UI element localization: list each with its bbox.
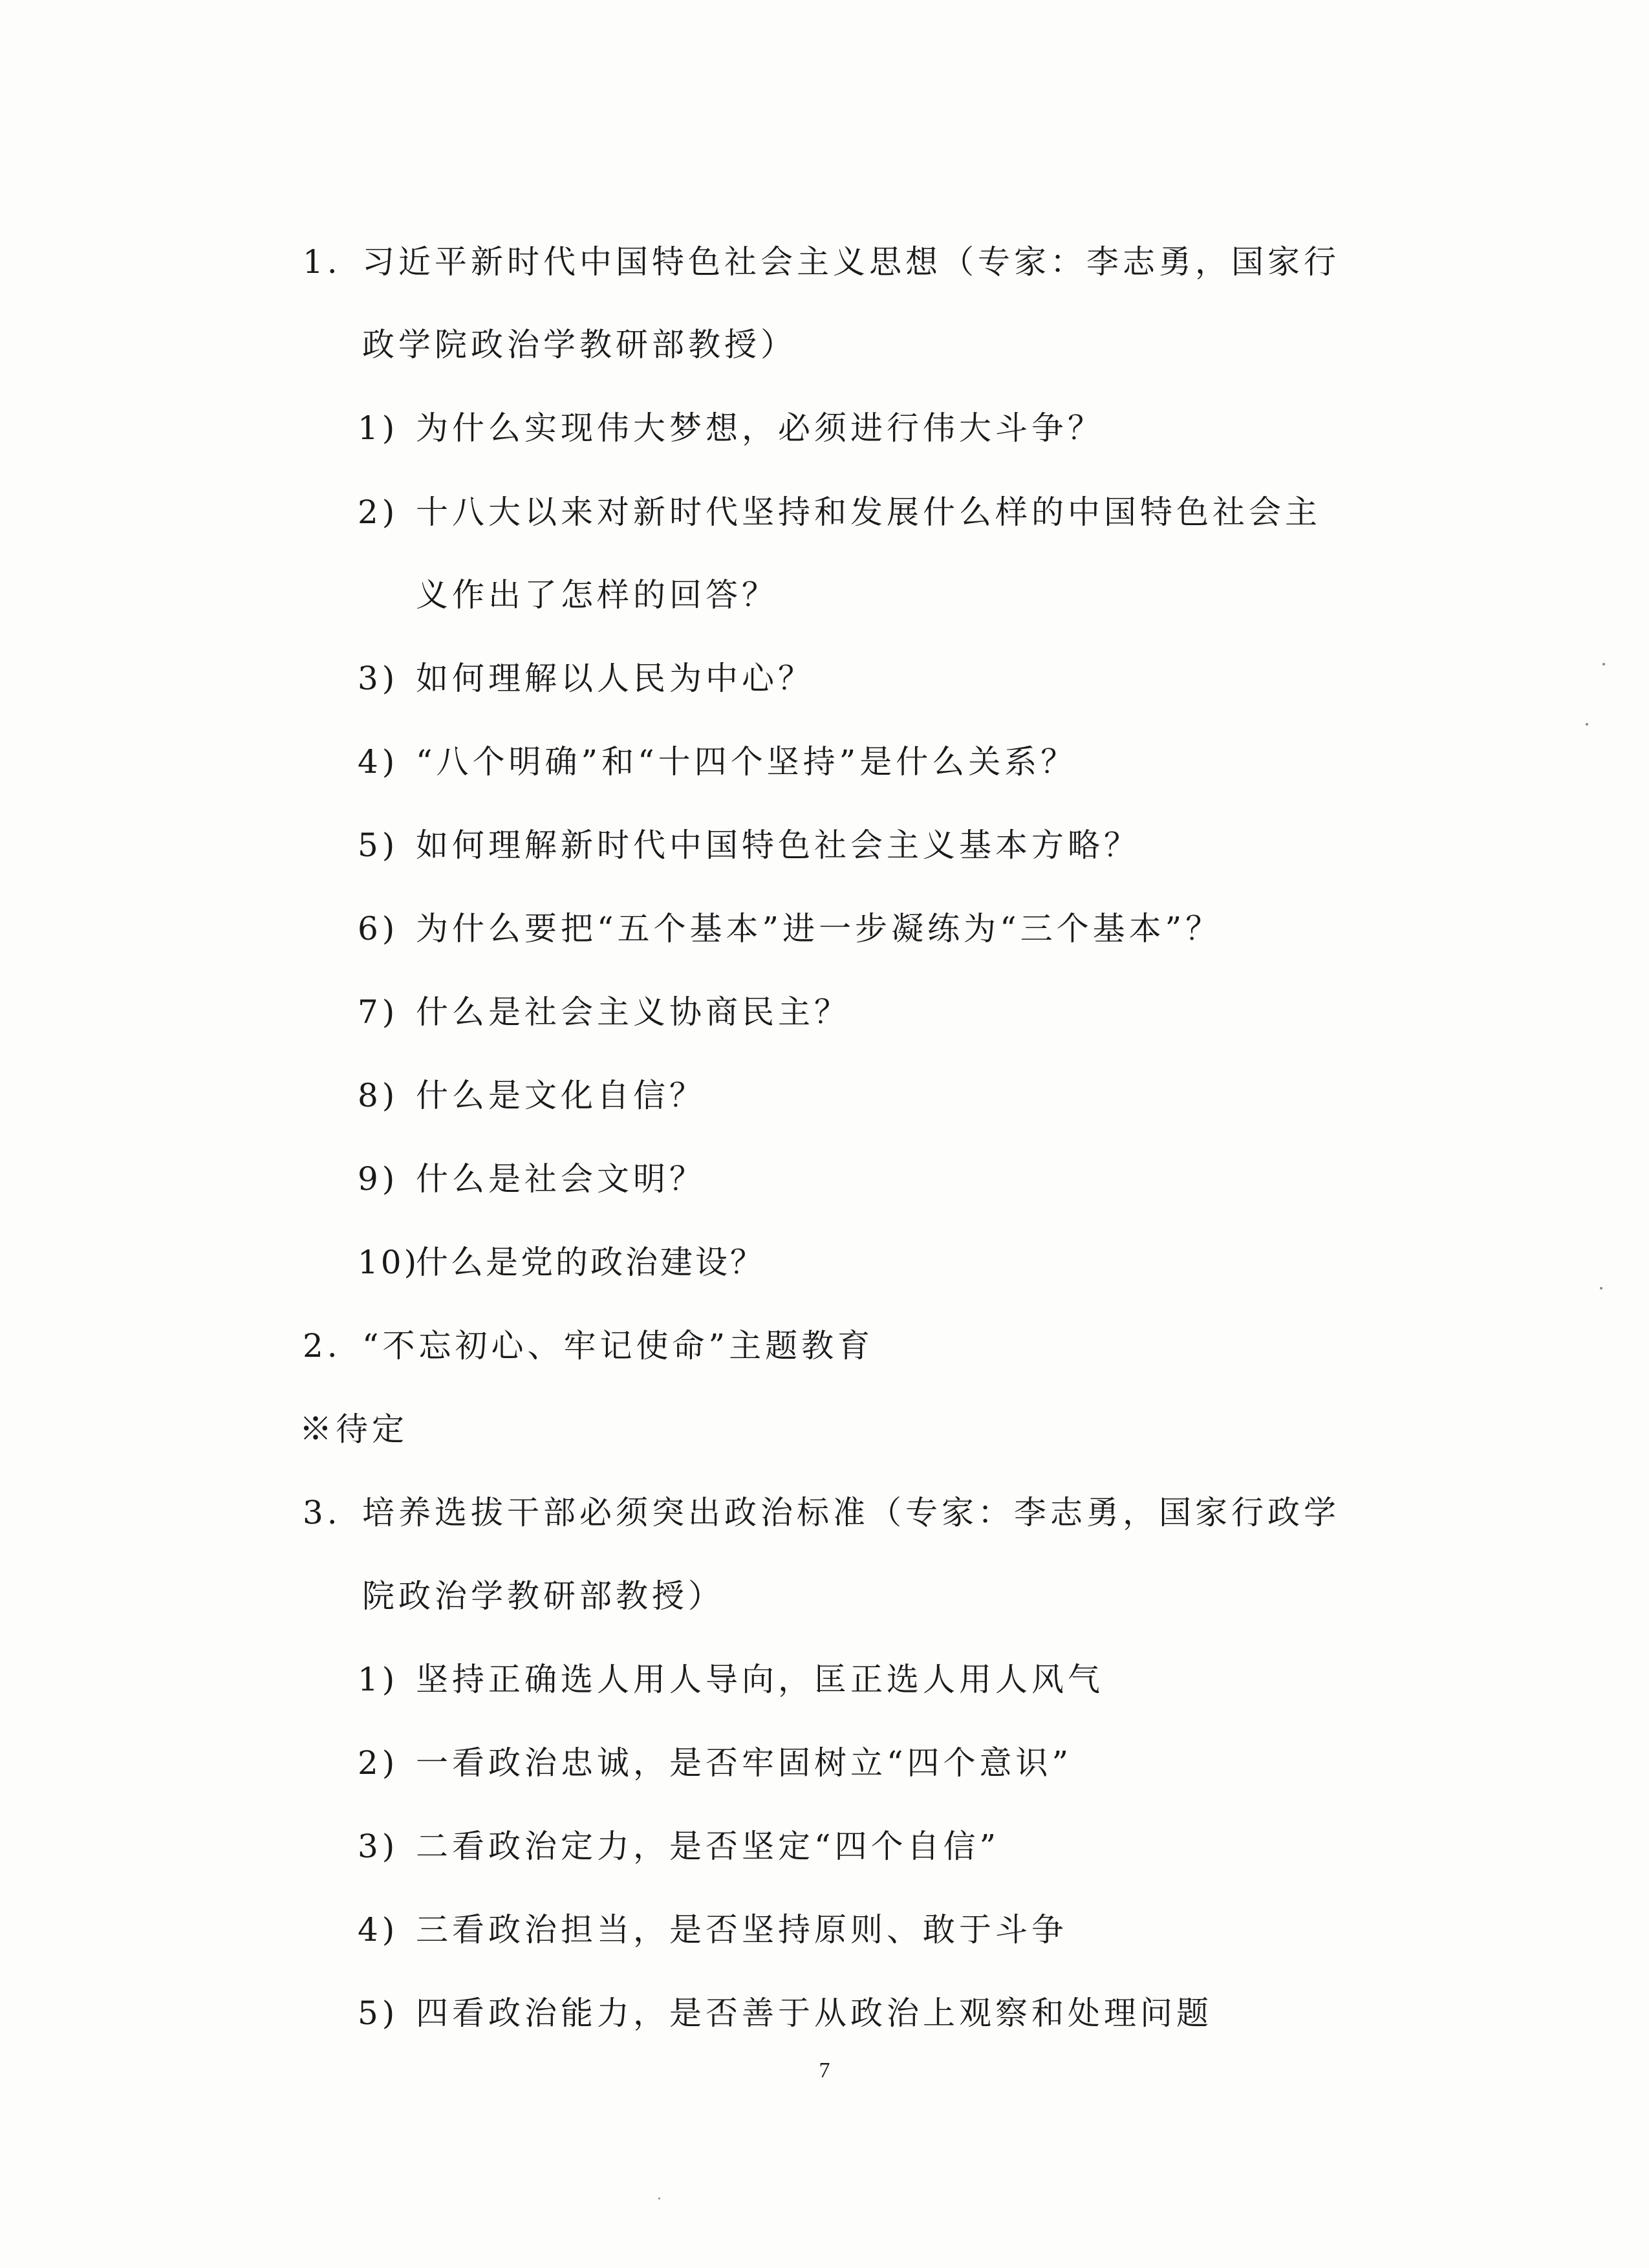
page-number: 7	[819, 2058, 830, 2082]
scan-speck	[1602, 663, 1605, 665]
list-item-text: 一看政治忠诚，是否牢固树立“四个意识”	[416, 1744, 1073, 1782]
list-item	[358, 909, 1222, 948]
list-item-number: 5)	[358, 826, 399, 864]
list-item-text: 如何理解以人民为中心？	[416, 660, 814, 697]
list-item-number: 3)	[358, 1828, 399, 1865]
list-item	[358, 1076, 706, 1115]
list-item-text: “八个明确”和“十四个坚持”是什么关系？	[416, 743, 1077, 781]
list-item-number: 5)	[358, 1994, 399, 2032]
list-item	[358, 1160, 706, 1198]
section-2-heading	[303, 1326, 874, 1365]
scan-speck	[658, 2198, 660, 2199]
list-item-number: 4)	[358, 743, 399, 781]
list-item	[358, 1660, 1104, 1699]
list-item-number: 6)	[358, 910, 399, 947]
list-item	[358, 742, 1077, 781]
list-item	[358, 1744, 1072, 1782]
list-item-text: 什么是社会文明？	[416, 1160, 706, 1198]
list-item-number: 7)	[358, 993, 399, 1031]
section-2-note: ※待定	[299, 1410, 408, 1448]
list-item-number: 2)	[358, 1744, 399, 1782]
list-item-text: 什么是社会主义协商民主？	[416, 993, 850, 1031]
section-1-heading	[303, 243, 1340, 281]
list-item	[358, 993, 850, 1031]
list-item-text: 什么是党的政治建设？	[416, 1244, 765, 1281]
section-3-heading	[303, 1493, 1340, 1532]
list-item-text-continuation: 义作出了怎样的回答？	[416, 576, 778, 614]
list-item-text: 为什么实现伟大梦想，必须进行伟大斗争？	[416, 409, 1104, 447]
section-3-title-line2: 院政治学教研部教授）	[362, 1577, 724, 1615]
list-item-text: 坚持正确选人用人导向，匡正选人用人风气	[416, 1661, 1104, 1698]
list-item	[358, 1994, 1212, 2033]
scan-speck	[1586, 723, 1588, 726]
list-item-text: 为什么要把“五个基本”进一步凝练为“三个基本”？	[416, 910, 1222, 947]
list-item	[358, 1910, 1068, 1949]
section-3-number: 3.	[303, 1494, 341, 1531]
list-item-text: 什么是文化自信？	[416, 1077, 706, 1114]
list-item-number: 3)	[358, 660, 399, 697]
list-item-text: 如何理解新时代中国特色社会主义基本方略？	[416, 826, 1140, 864]
scan-speck	[1600, 1287, 1602, 1290]
list-item-text: 三看政治担当，是否坚持原则、敢于斗争	[416, 1911, 1068, 1949]
section-2-number: 2.	[303, 1327, 341, 1365]
list-item	[358, 1827, 1000, 1866]
list-item-number: 8)	[358, 1077, 399, 1114]
section-3-title-line1: 培养选拔干部必须突出政治标准（专家：李志勇，国家行政学	[362, 1494, 1340, 1531]
list-item	[358, 659, 814, 698]
list-item-number: 10)	[358, 1244, 420, 1281]
list-item-number: 1)	[358, 1661, 399, 1698]
list-item-number: 9)	[358, 1160, 399, 1198]
list-item	[358, 493, 1321, 532]
list-item	[358, 826, 1140, 865]
section-1-title-line2: 政学院政治学教研部教授）	[362, 326, 797, 363]
list-item-number: 2)	[358, 493, 399, 531]
list-item	[358, 409, 1104, 448]
list-item-text: 十八大以来对新时代坚持和发展什么样的中国特色社会主	[416, 493, 1321, 531]
list-item-number: 1)	[358, 409, 399, 447]
section-2-title: “不忘初心、牢记使命”主题教育	[362, 1327, 874, 1365]
list-item	[358, 1243, 765, 1282]
list-item-number: 4)	[358, 1911, 399, 1949]
section-1-title-line1: 习近平新时代中国特色社会主义思想（专家：李志勇，国家行	[362, 243, 1340, 281]
section-1-number: 1.	[303, 243, 341, 281]
list-item-text: 二看政治定力，是否坚定“四个自信”	[416, 1828, 1000, 1865]
list-item-text: 四看政治能力，是否善于从政治上观察和处理问题	[416, 1994, 1212, 2032]
